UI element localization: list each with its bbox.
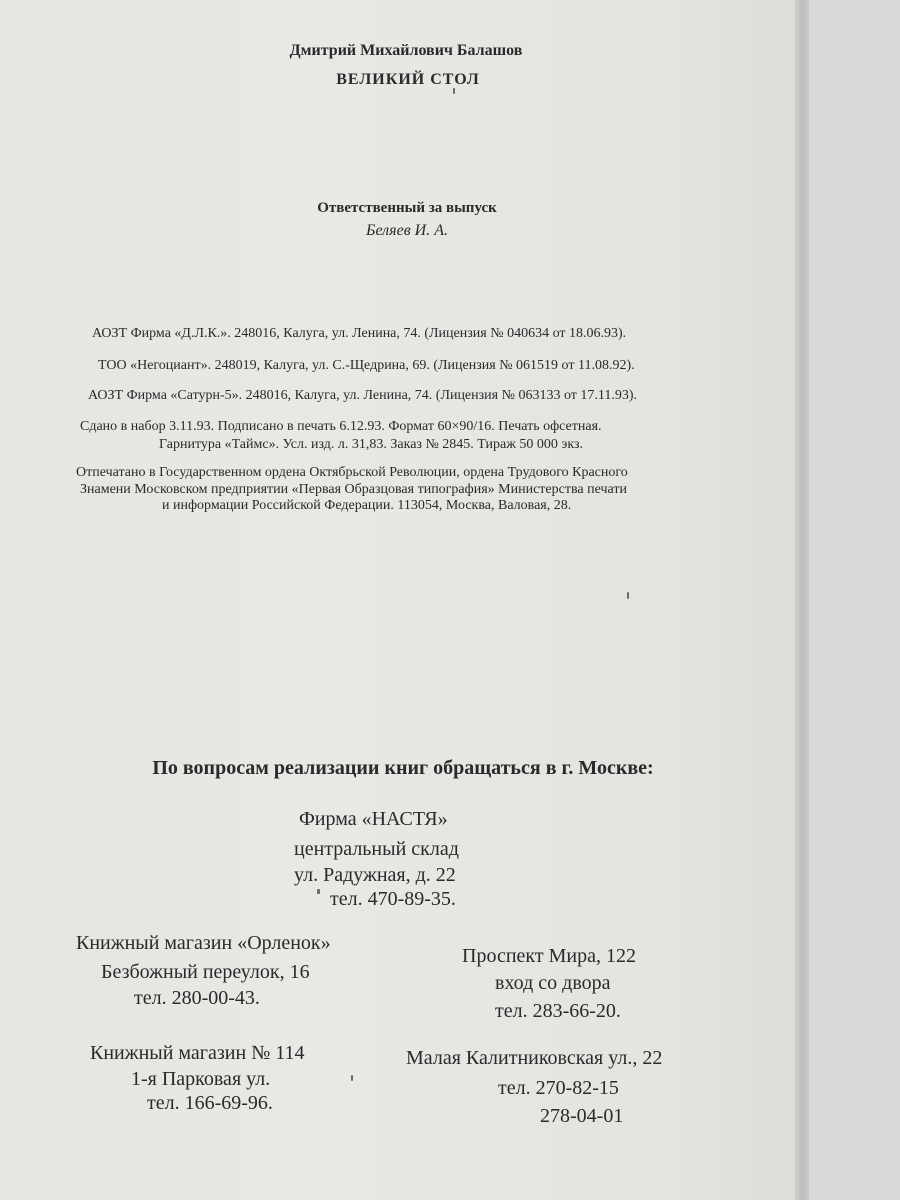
printer-line: и информации Российской Федерации. 113054, Москва, Валовая, 28. xyxy=(162,498,572,513)
responsible-name: Беляев И. А. xyxy=(366,222,448,239)
store-name: Проспект Мира, 122 xyxy=(462,945,636,967)
inquiries-heading: По вопросам реализации книг обращаться в г. Москве: xyxy=(152,757,654,779)
store-phone: тел. 283-66-20. xyxy=(495,1000,621,1022)
print-speck xyxy=(317,889,320,894)
store-phone: тел. 280-00-43. xyxy=(134,987,260,1009)
store-name: Малая Калитниковская ул., 22 xyxy=(406,1047,663,1069)
store-address: Безбожный переулок, 16 xyxy=(101,961,310,983)
publisher-line: АОЗТ Фирма «Д.Л.К.». 248016, Калуга, ул. Ленина, 74. (Лицензия № 040634 от 18.06.93). xyxy=(92,326,627,341)
store-name: Книжный магазин № 114 xyxy=(90,1042,305,1064)
firm-name: Фирма «НАСТЯ» xyxy=(299,808,448,830)
print-info-line: Сдано в набор 3.11.93. Подписано в печать 6.12.93. Формат 60×90/16. Печать офсетная. xyxy=(80,419,602,434)
firm-address: ул. Радужная, д. 22 xyxy=(294,864,456,886)
responsible-label: Ответственный за выпуск xyxy=(317,200,497,216)
book-title: ВЕЛИКИЙ СТОЛ xyxy=(336,71,480,88)
print-speck xyxy=(351,1075,353,1081)
firm-phone: тел. 470-89-35. xyxy=(330,888,456,910)
author-name: Дмитрий Михайлович Балашов xyxy=(289,42,523,59)
print-info-line: Гарнитура «Таймс». Усл. изд. л. 31,83. Заказ № 2845. Тираж 50 000 экз. xyxy=(159,437,584,452)
publisher-line: АОЗТ Фирма «Сатурн-5». 248016, Калуга, ул. Ленина, 74. (Лицензия № 063133 от 17.11.93). xyxy=(88,388,638,403)
firm-warehouse: центральный склад xyxy=(294,838,459,860)
print-speck xyxy=(627,592,629,599)
print-speck xyxy=(453,88,455,94)
store-name: Книжный магазин «Орленок» xyxy=(76,932,331,954)
publisher-line: ТОО «Негоциант». 248019, Калуга, ул. С.-Щедрина, 69. (Лицензия № 061519 от 11.08.92). xyxy=(98,358,635,373)
store-address: 1-я Парковая ул. xyxy=(131,1068,271,1090)
store-address: вход со двора xyxy=(495,972,611,994)
printer-line: Отпечатано в Государственном ордена Октябрьской Революции, ордена Трудового Красного xyxy=(76,465,628,480)
printer-line: Знамени Московском предприятии «Первая Образцовая типография» Министерства печати xyxy=(80,482,627,497)
store-phone-alt: 278-04-01 xyxy=(540,1105,624,1127)
store-phone: тел. 270-82-15 xyxy=(498,1077,619,1099)
page-edge-shadow xyxy=(795,0,809,1200)
store-phone: тел. 166-69-96. xyxy=(147,1092,273,1114)
